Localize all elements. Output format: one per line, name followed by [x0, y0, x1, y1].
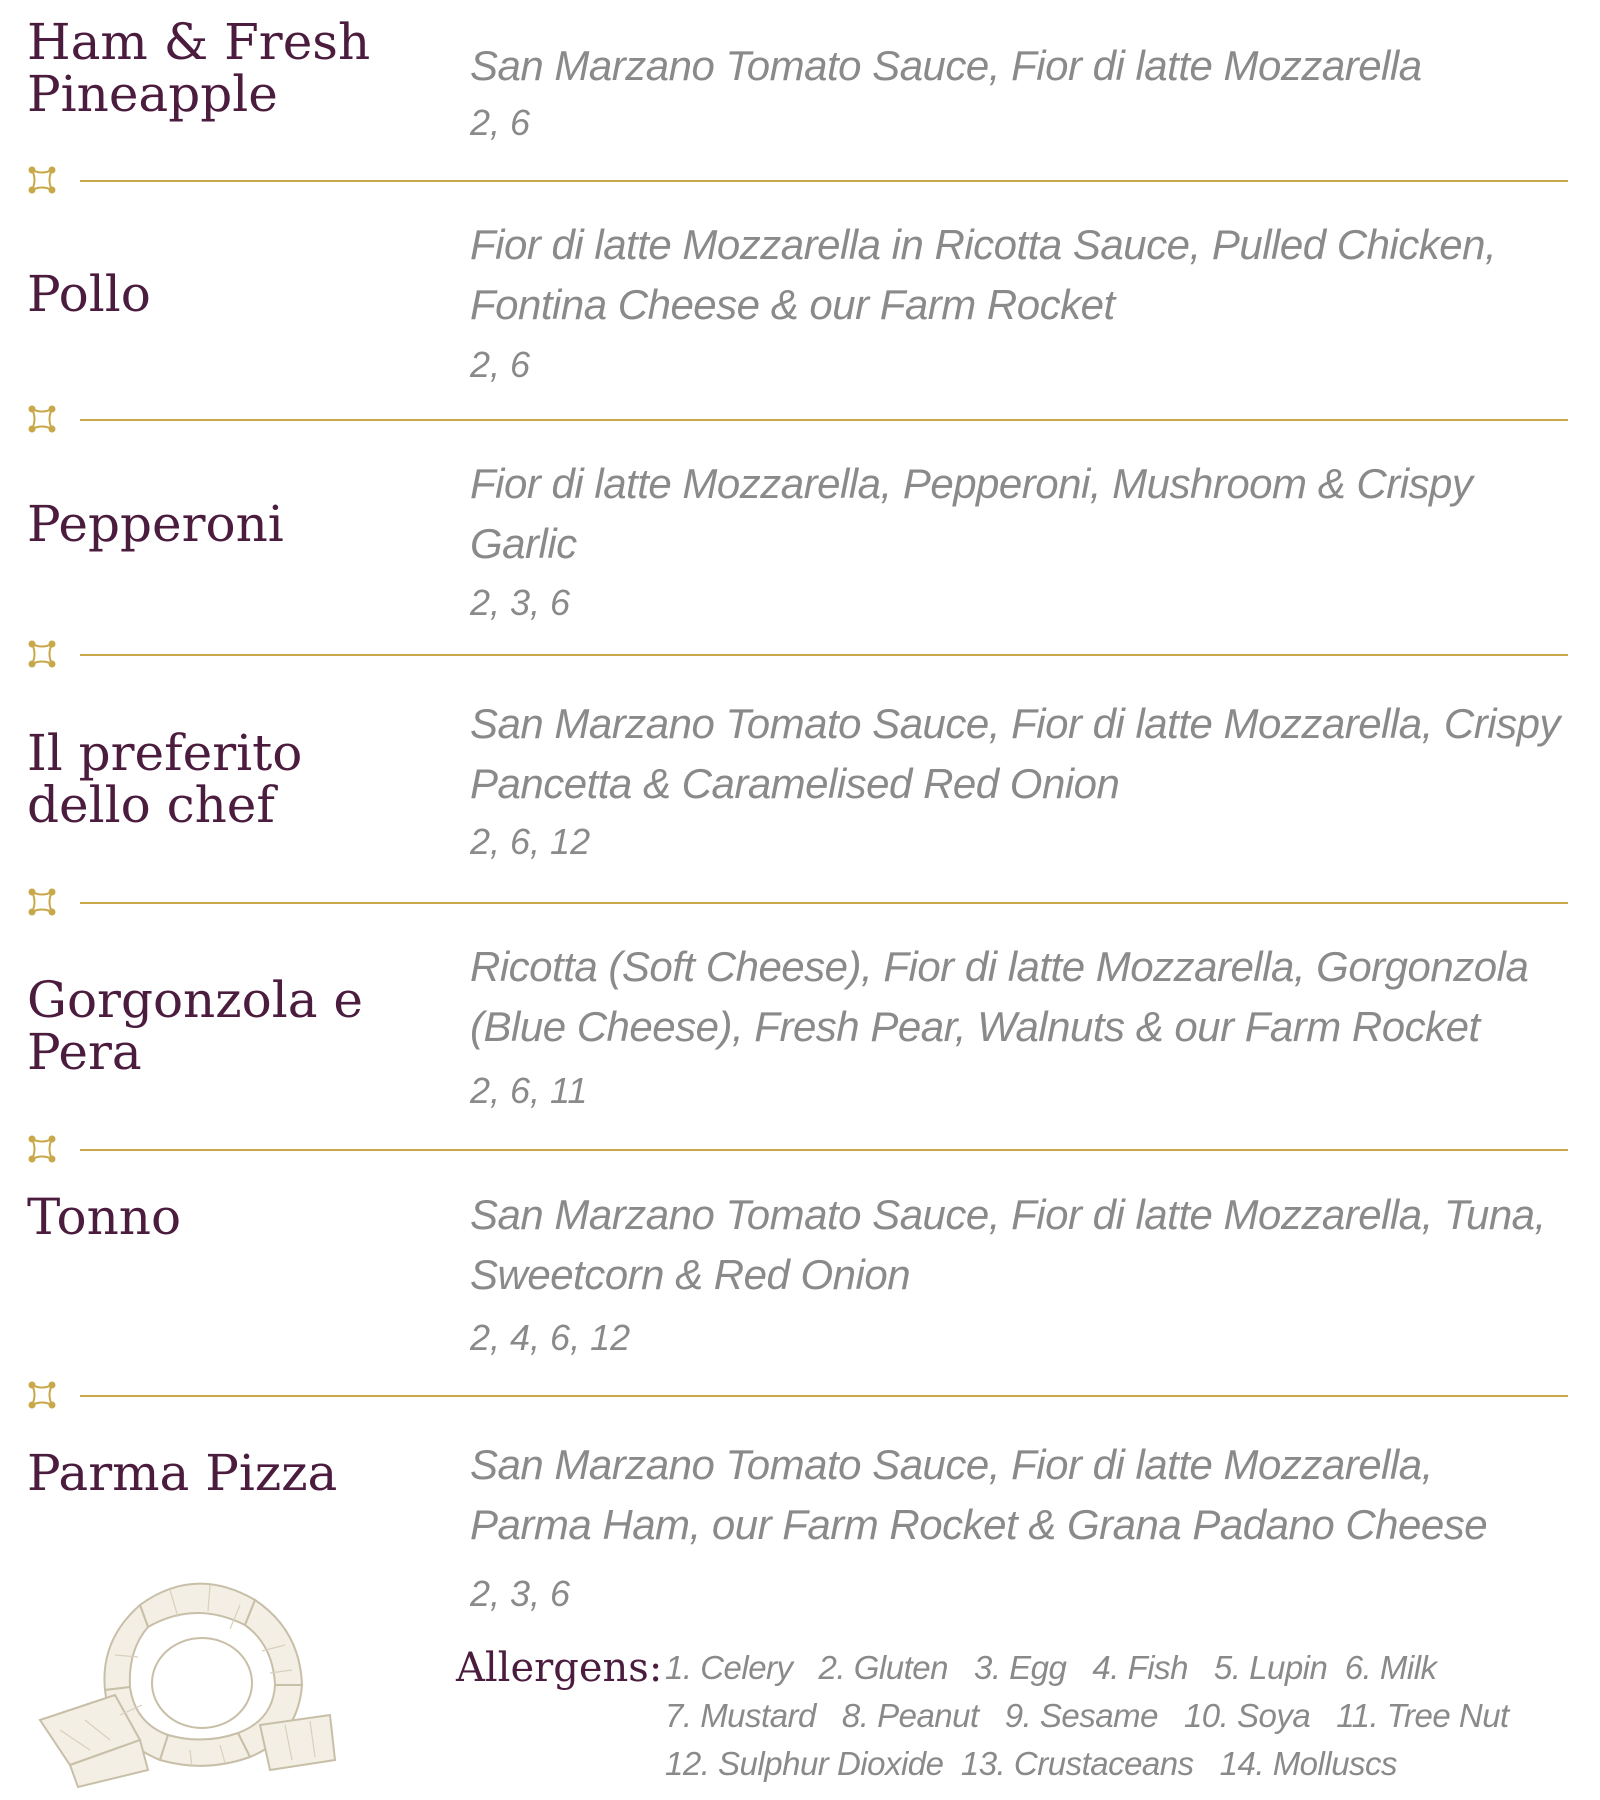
fleur-ornament-icon — [24, 1377, 60, 1413]
dish-name: Parma Pizza — [27, 1444, 338, 1502]
dish-allergen-codes: 2, 6, 12 — [470, 821, 591, 862]
cheese-wheel-illustration — [30, 1545, 350, 1790]
dish-allergen-codes: 2, 4, 6, 12 — [470, 1317, 631, 1358]
allergen-legend-line: 1. Celery 2. Gluten 3. Egg 4. Fish 5. Lupin 6. Milk — [665, 1649, 1437, 1686]
allergen-legend-line: 7. Mustard 8. Peanut 9. Sesame 10. Soya 11. Tree Nut — [665, 1697, 1509, 1734]
fleur-ornament-icon — [24, 636, 60, 672]
dish-description: Fior di latte Mozzarella, Pepperoni, Mushroom & Crispy Garlic — [470, 460, 1473, 567]
dish-allergen-codes: 2, 6 — [470, 102, 531, 143]
dish-allergen-codes: 2, 3, 6 — [470, 582, 571, 623]
menu-divider — [24, 1131, 1568, 1171]
dish-description: San Marzano Tomato Sauce, Fior di latte Mozzarella, Parma Ham, our Farm Rocket & Grana Padano Cheese — [470, 1441, 1488, 1548]
dish-name: Ham & Fresh Pineapple — [27, 13, 371, 123]
dish-description: San Marzano Tomato Sauce, Fior di latte Mozzarella — [470, 42, 1422, 89]
allergen-legend-line: 12. Sulphur Dioxide 13. Crustaceans 14. Molluscs — [665, 1745, 1398, 1782]
dish-name: Tonno — [27, 1188, 182, 1246]
menu-divider — [24, 162, 1568, 202]
dish-description: San Marzano Tomato Sauce, Fior di latte Mozzarella, Tuna, Sweetcorn & Red Onion — [470, 1191, 1546, 1298]
menu-divider — [24, 636, 1568, 676]
dish-name: Il preferito dello chef — [27, 724, 303, 834]
fleur-ornament-icon — [24, 1131, 60, 1167]
menu-divider — [24, 401, 1568, 441]
dish-allergen-codes: 2, 6, 11 — [470, 1070, 588, 1111]
fleur-ornament-icon — [24, 884, 60, 920]
dish-allergen-codes: 2, 6 — [470, 344, 531, 385]
dish-description: Ricotta (Soft Cheese), Fior di latte Mozzarella, Gorgonzola (Blue Cheese), Fresh Pear, Walnuts & our Farm Rocket — [470, 943, 1529, 1050]
menu-divider — [24, 884, 1568, 924]
fleur-ornament-icon — [24, 162, 60, 198]
dish-description: San Marzano Tomato Sauce, Fior di latte Mozzarella, Crispy Pancetta & Caramelised Red Onion — [470, 700, 1560, 807]
menu-divider — [24, 1377, 1568, 1417]
dish-allergen-codes: 2, 3, 6 — [470, 1573, 571, 1614]
allergens-label: Allergens: — [456, 1645, 663, 1691]
dish-name: Gorgonzola e Pera — [27, 971, 363, 1081]
dish-name: Pepperoni — [27, 495, 284, 553]
dish-name: Pollo — [27, 265, 151, 323]
dish-description: Fior di latte Mozzarella in Ricotta Sauce, Pulled Chicken, Fontina Cheese & our Farm Rocket — [470, 221, 1497, 328]
fleur-ornament-icon — [24, 401, 60, 437]
